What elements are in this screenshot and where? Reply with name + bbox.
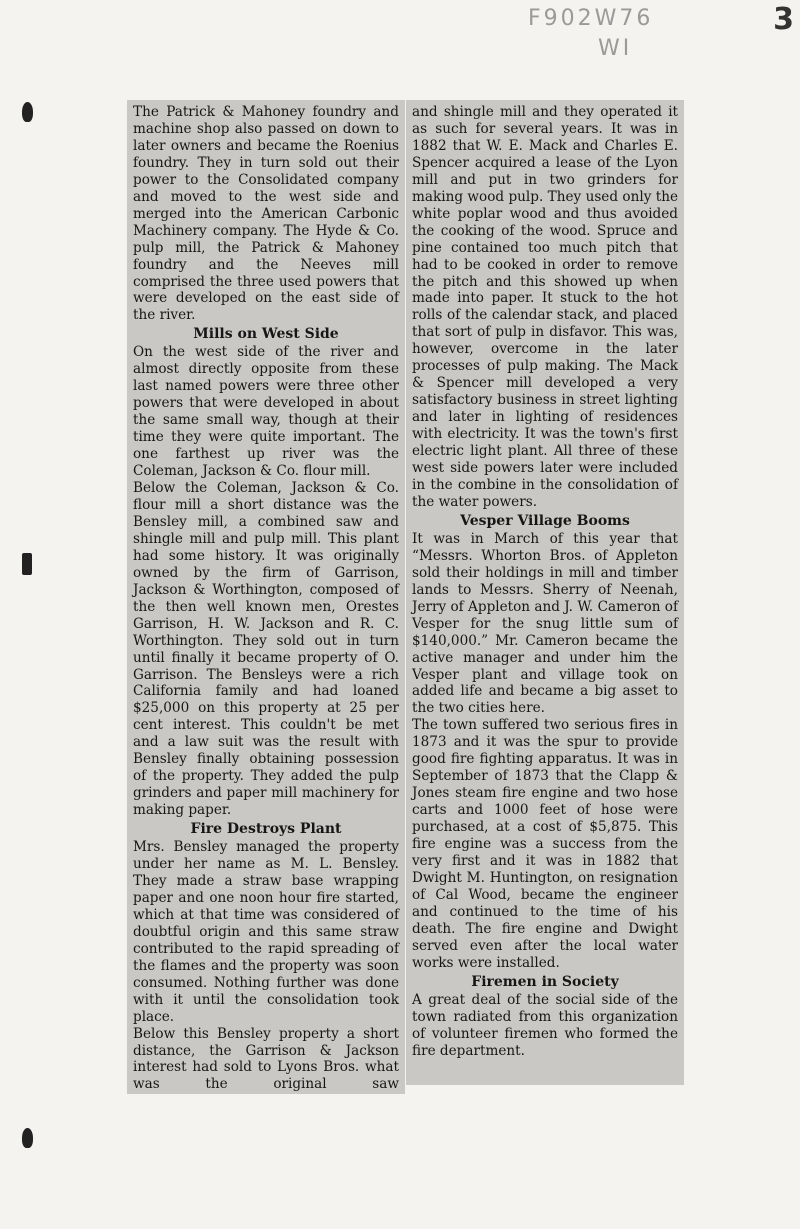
catalog-mark: F902W76 <box>528 6 654 31</box>
paragraph: A great deal of the social side of the town radiated from this organization of volunteer firemen who formed the fire department. <box>412 991 678 1059</box>
article-column-left <box>127 100 405 1094</box>
paragraph: On the west side of the river and almost directly opposite from these last named powers were three other powers that were developed in about the same small way, though at their time they were quite important. The one farthest up river was the Coleman, Jackson & Co. flour mill. <box>133 344 399 480</box>
paragraph: Below the Coleman, Jackson & Co. flour mill a short distance was the Bensley mill, a combined saw and shingle mill and pulp mill. This plant had some history. It was originally owned by the firm of Garrison, Jackson & Worthington, composed of the then well known men, Orestes Garrison, H. W. Jackson and R. C. Worthington. They sold out in turn until finally it became property of O. Garrison. The Bensleys were a rich California family and had loaned $25,000 on this property at 25 per cent interest. This couldn't be met and a law suit was the result with Bensley finally obtaining possession of the property. They added the pulp grinders and paper mill machinery for making paper. <box>133 480 399 819</box>
article-column-right <box>406 100 684 1085</box>
paragraph: and shingle mill and they operated it as such for several years. It was in 1882 that W. E. Mack and Charles E. Spencer acquired a lease of the Lyon mill and put in two grinders for making wood pulp. They used only the white poplar wood and thus avoided the cooking of the wood. Spruce and pine contained too much pitch that had to be cooked in order to remove the pitch and this showed up when made into paper. It stuck to the hot rolls of the calendar stack, and placed that sort of pulp in disfavor. This was, however, overcome in the later processes of pulp making. The Mack & Spencer mill developed a very satisfactory business in street lighting and later in lighting of residences with electricity. It was the town's first electric light plant. All three of these west side powers later were included in the combine in the consolidation of the water powers. <box>412 104 678 510</box>
punch-hole-top <box>22 102 33 122</box>
paragraph: The town suffered two serious fires in 1873 and it was the spur to provide good fire fighting apparatus. It was in September of 1873 that the Clapp & Jones steam fire engine and two hose carts and 1000 feet of hose were purchased, at a cost of $5,875. This fire engine was a success from the very first and it was in 1882 that Dwight M. Huntington, on resignation of Cal Wood, became the engineer and continued to the time of his death. The fire engine and Dwight served even after the local water works were installed. <box>412 717 678 971</box>
subheading-mills-on-west-side: Mills on West Side <box>193 326 339 343</box>
punch-hole-middle <box>22 553 32 575</box>
paragraph: The Patrick & Mahoney foundry and machine shop also passed on down to later owners and became the Roenius foundry. They in turn sold out their power to the Consolidated company and moved to the west side and merged into the American Carbonic Machinery company. The Hyde & Co. pulp mill, the Patrick & Mahoney foundry and the Neeves mill comprised the three used powers that were developed on the east side of the river. <box>133 104 399 324</box>
paragraph: It was in March of this year that “Messrs. Whorton Bros. of Appleton sold their holdings in mill and timber lands to Messrs. Sherry of Neenah, Jerry of Appleton and J. W. Cameron of Vesper for the snug little sum of $140,000.” Mr. Cameron became the active manager and under him the Vesper plant and village took on added life and became a big asset to the two cities here. <box>412 530 678 717</box>
paragraph: Below this Bensley property a short distance, the Garrison & Jackson interest had sold to Lyons Bros. what was the original saw <box>133 1025 399 1093</box>
subheading-vesper-village-booms: Vesper Village Booms <box>460 512 630 529</box>
punch-hole-bottom <box>22 1128 33 1148</box>
catalog-sub-mark: WI <box>598 36 633 61</box>
subheading-fire-destroys-plant: Fire Destroys Plant <box>190 821 342 838</box>
page-number: 3 <box>773 2 794 37</box>
subheading-firemen-in-society: Firemen in Society <box>471 973 619 990</box>
paragraph: Mrs. Bensley managed the property under her name as M. L. Bensley. They made a straw base wrapping paper and one noon hour fire started, which at that time was considered of doubtful origin and this same straw contributed to the rapid spreading of the flames and the property was soon consumed. Nothing further was done with it until the consolidation took place. <box>133 839 399 1025</box>
